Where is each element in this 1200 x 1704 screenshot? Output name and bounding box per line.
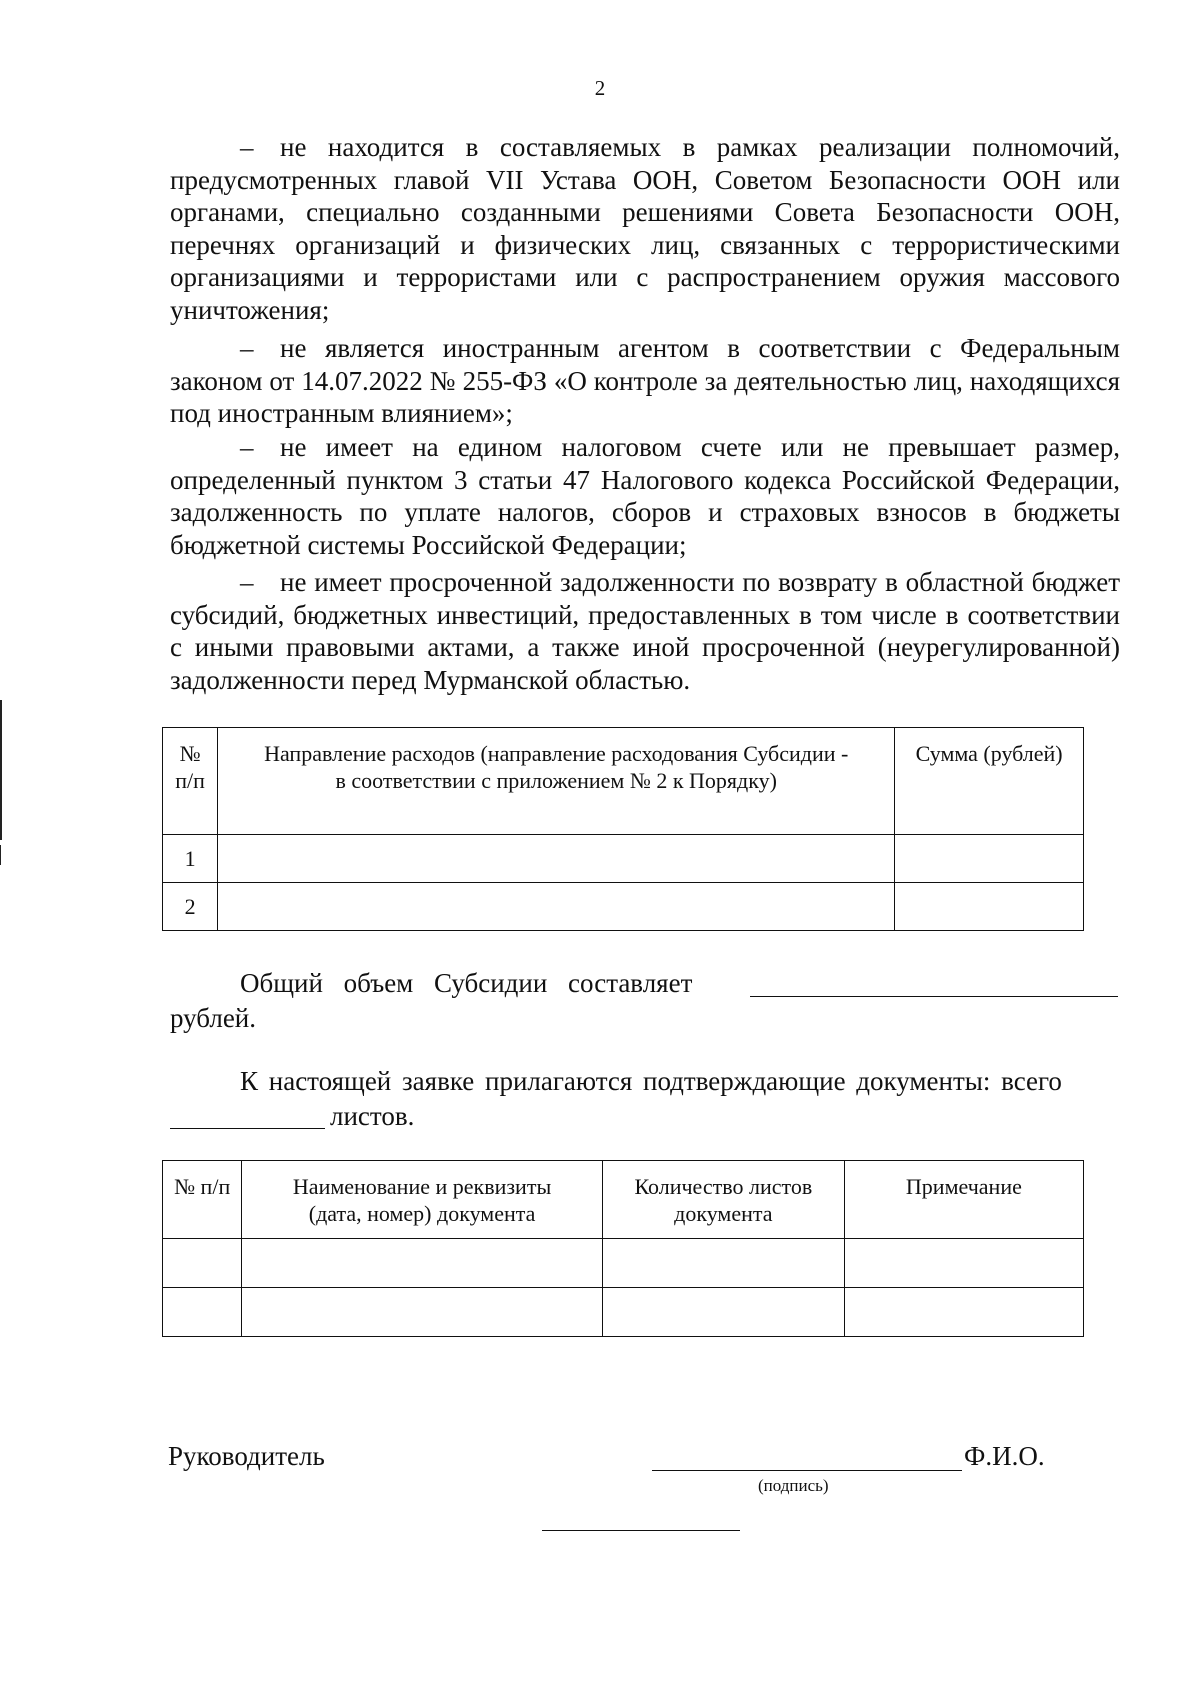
table-row — [163, 883, 1084, 931]
row-sum[interactable] — [895, 883, 1084, 931]
documents-table — [162, 1160, 1084, 1337]
row-number: 1 — [163, 835, 218, 883]
col-header-note: Примечание — [844, 1161, 1083, 1239]
closing-rule — [542, 1530, 740, 1531]
row-sheets[interactable] — [602, 1288, 844, 1337]
dash: – — [240, 432, 254, 462]
dash: – — [240, 132, 254, 162]
paragraph-4: – не имеет просроченной задолженности по возврату в областной бюджет субсидий, бюджетных инвестиций, предоставленных в том числе в соответствии с иными правовыми актами, а также иной просроченной (неурегулированной) задолженности перед Мурманской областью. — [170, 567, 1120, 695]
row-sheets[interactable] — [602, 1239, 844, 1288]
col-header-sum: Сумма (рублей) — [895, 728, 1084, 835]
total-label: Общий объем Субсидии составляет — [240, 968, 693, 998]
total-amount-blank[interactable] — [750, 972, 1118, 997]
page-number: 2 — [594, 76, 606, 100]
col-header-document: Наименование и реквизиты (дата, номер) документа — [242, 1161, 603, 1239]
table-row — [163, 1288, 1084, 1337]
col-header-number: № п/п — [163, 728, 218, 835]
table-row — [163, 835, 1084, 883]
col-header-direction: Направление расходов (направление расходования Субсидии - в соответствии с приложением № 2 к Порядку) — [218, 728, 895, 835]
paragraph-3: – не имеет на едином налоговом счете или не превышает размер, определенный пунктом 3 статьи 47 Налогового кодекса Российской Федерации, задолженность по уплате налогов, сборов и страховых взносов в бюджеты бюджетной системы Российской Федерации; — [170, 432, 1120, 560]
total-unit: рублей. — [170, 1003, 257, 1033]
signature-name-label: Ф.И.О. — [964, 1441, 1045, 1471]
row-direction[interactable] — [218, 883, 895, 931]
dash: – — [240, 333, 254, 363]
row-document[interactable] — [242, 1288, 603, 1337]
signature-caption: (подпись) — [758, 1476, 829, 1495]
signature-role: Руководитель — [168, 1441, 325, 1471]
attachments-label: К настоящей заявке прилагаются подтверждающие документы: всего — [240, 1066, 1062, 1096]
table-row — [163, 1239, 1084, 1288]
row-sum[interactable] — [895, 835, 1084, 883]
paragraph-1: – не находится в составляемых в рамках реализации полномочий, предусмотренных главой VII Устава ООН, Советом Безопасности ООН или органами, специально созданными решениями Совета Безопасности ООН, перечнях организаций и физических лиц, связанных с террористическими организациями и террористами или с распространением оружия массового уничтожения; — [170, 132, 1120, 325]
attachments-suffix: листов. — [330, 1101, 415, 1131]
row-number: 2 — [163, 883, 218, 931]
sheets-count-blank[interactable] — [170, 1104, 325, 1129]
row-document[interactable] — [242, 1239, 603, 1288]
dash: – — [240, 567, 254, 597]
row-note[interactable] — [844, 1288, 1083, 1337]
row-number[interactable] — [163, 1239, 242, 1288]
table-header-row — [163, 728, 1084, 835]
paragraph-2: – не является иностранным агентом в соответствии с Федеральным законом от 14.07.2022 № 255-ФЗ «О контроле за деятельностью лиц, находящихся под иностранным влиянием»; — [170, 333, 1120, 428]
col-header-number: № п/п — [163, 1161, 242, 1239]
row-direction[interactable] — [218, 835, 895, 883]
row-note[interactable] — [844, 1239, 1083, 1288]
col-header-sheets: Количество листов документа — [602, 1161, 844, 1239]
expenses-table — [162, 727, 1084, 931]
scan-edge-mark — [0, 845, 1, 865]
scan-edge-mark — [0, 700, 2, 840]
table-header-row — [163, 1161, 1084, 1239]
row-number[interactable] — [163, 1288, 242, 1337]
signature-line[interactable] — [652, 1446, 962, 1471]
